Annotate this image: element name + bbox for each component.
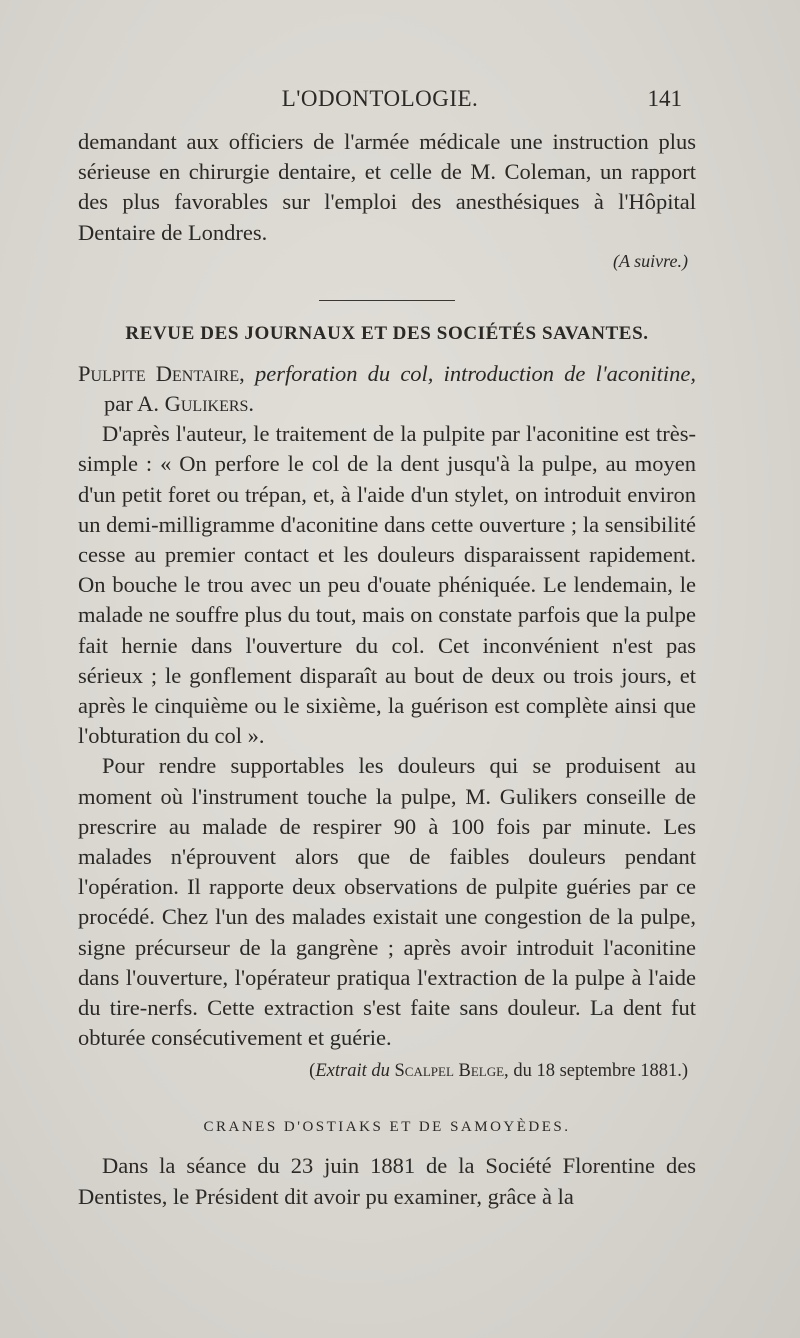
to-be-continued-note: (A suivre.): [613, 250, 688, 271]
article-paragraph: Pour rendre supportables les douleurs qui se produisent au moment où l'instrument touche la pulpe, M. Gulikers conseille de prescrire au malade de respirer 90 à 100 fois par minute. Les malades n'éprouvent alors que de faibles douleurs pendant l'opération. Il rapporte deux observations de pulpite guéries par ce procédé. Chez l'un des malades existait une congestion de la pulpe, signe précurseur de la gangrène ; après avoir introduit l'aconitine dans l'ouverture, l'opérateur pratiqua l'extraction de la pulpe à l'aide du tire-nerfs. Cette extraction s'est faite sans douleur. La dent fut obturée consécutivement et guérie.: [78, 753, 696, 1051]
article-title-by: par A.: [104, 391, 159, 417]
text-block: [78, 127, 696, 1212]
source-journal: Scalpel Belge,: [394, 1061, 509, 1082]
article-paragraph: D'après l'auteur, le traitement de la pulpite par l'aconitine est très-simple : « On perfore le col de la dent jusqu'à la pulpe, au moyen d'un petit foret ou trépan, et, à l'aide d'un stylet, on introduit environ un demi-milligramme d'aconitine dans cette ouverture ; la sensibilité cesse au premier contact et les douleurs disparaissent rapidement. On bouche le trou avec un peu d'ouate phéniquée. Le lendemain, le malade ne souffre plus du tout, mais on constate parfois que la pulpe fait hernie dans l'ouverture du col. Cet inconvénient n'est pas sérieux ; le gonflement disparaît au bout de deux ou trois jours, et après le cinquième ou le sixième, la guérison est complète ainsi que l'obturation du col ».: [78, 421, 696, 749]
page-number: 141: [647, 86, 682, 111]
cranes-paragraph: Dans la séance du 23 juin 1881 de la Société Florentine des Dentistes, le Président dit avoir pu examiner, grâce à la: [78, 1153, 696, 1209]
source-citation: [78, 1057, 688, 1085]
section-heading-revue: REVUE DES JOURNAUX ET DES SOCIÉTÉS SAVANTES.: [125, 322, 649, 344]
article-title: [78, 359, 696, 419]
source-open-paren: (: [309, 1061, 316, 1082]
continuation-paragraph: demandant aux officiers de l'armée médicale une instruction plus sérieuse en chirurgie dentaire, et celle de M. Coleman, un rapport des plus favorables sur l'emploi des anesthésiques à l'Hôpital Dentaire de Londres.: [78, 129, 696, 245]
source-prefix: Extrait du: [315, 1061, 390, 1082]
article-title-subject: perforation du col, introduction de l'aconitine,: [254, 360, 697, 386]
section-divider: [319, 300, 455, 301]
running-title: L'ODONTOLOGIE.: [281, 86, 479, 111]
article-author: Gulikers.: [164, 391, 255, 417]
section-heading-cranes: CRANES D'OSTIAKS ET DE SAMOYÈDES.: [203, 1119, 571, 1136]
running-header: [78, 86, 682, 116]
source-date: du 18 septembre 1881.): [513, 1061, 688, 1082]
article-title-topic: Pulpite Dentaire,: [78, 360, 245, 386]
